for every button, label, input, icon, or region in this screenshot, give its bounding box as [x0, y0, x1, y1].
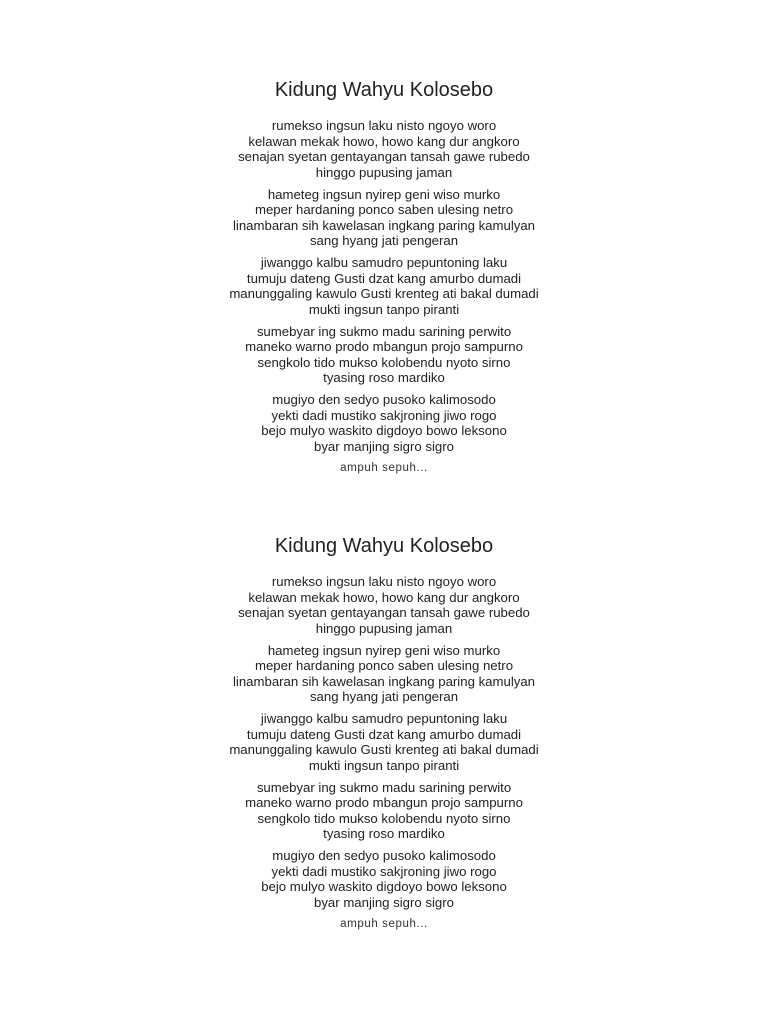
poem-line: linambaran sih kawelasan ingkang paring kamulyan [232, 673, 536, 689]
poem-line: mugiyo den sedyo pusoko kalimosodo [272, 848, 496, 863]
poem-line: tumuju dateng Gusti dzat kang amurbo dumadi [246, 270, 522, 286]
poem-line: meper hardaning ponco saben ulesing netro [254, 202, 514, 217]
poem-line: jiwanggo kalbu samudro pepuntoning laku [260, 711, 508, 726]
poem-line: sengkolo tido mukso kolobendu nyoto sirno [257, 810, 511, 826]
poem-line: maneko warno prodo mbangun projo sampurno [245, 795, 523, 810]
poem-line: sumebyar ing sukmo madu sarining perwito [256, 779, 512, 795]
stanza [0, 574, 768, 636]
poem-line: tyasing roso mardiko [323, 370, 445, 385]
poem-copy-2 [0, 534, 768, 932]
poem-line: yekti dadi mustiko sakjroning jiwo rogo [271, 863, 497, 879]
poem-line: tyasing roso mardiko [323, 826, 445, 841]
poem-line: hameteg ingsun nyirep geni wiso murko [267, 186, 501, 202]
stanza [0, 711, 768, 773]
poem-line: manunggaling kawulo Gusti krenteg ati bakal dumadi [229, 286, 539, 301]
poem-title: Kidung Wahyu Kolosebo [274, 79, 494, 101]
poem-line: mukti ingsun tanpo piranti [308, 757, 460, 773]
poem-line: bejo mulyo waskito digdoyo bowo leksono [261, 879, 507, 894]
poem-line: bejo mulyo waskito digdoyo bowo leksono [261, 423, 507, 438]
poem-line: manunggaling kawulo Gusti krenteg ati bakal dumadi [229, 742, 539, 757]
poem-line: rumekso ingsun laku nisto ngoyo woro [271, 574, 497, 589]
poem-line: sumebyar ing sukmo madu sarining perwito [256, 323, 512, 339]
poem-line: byar manjing sigro sigro [314, 438, 454, 454]
poem-line: mukti ingsun tanpo piranti [308, 301, 460, 317]
stanzas [0, 574, 768, 910]
poem-line: jiwanggo kalbu samudro pepuntoning laku [260, 255, 508, 270]
stanza [0, 187, 768, 249]
poem-line: rumekso ingsun laku nisto ngoyo woro [271, 118, 497, 133]
poem-line: hameteg ingsun nyirep geni wiso murko [267, 642, 501, 658]
poem-line: senajan syetan gentayangan tansah gawe rubedo [238, 605, 530, 620]
stanza [0, 643, 768, 705]
poem-title: Kidung Wahyu Kolosebo [274, 535, 494, 557]
stanza [0, 324, 768, 386]
stanza [0, 255, 768, 317]
stanza [0, 118, 768, 180]
poem-line: mugiyo den sedyo pusoko kalimosodo [272, 392, 496, 407]
poem-line: maneko warno prodo mbangun projo sampurno [245, 339, 523, 354]
poem-line: senajan syetan gentayangan tansah gawe rubedo [238, 149, 530, 164]
stanza [0, 392, 768, 454]
poem-line: linambaran sih kawelasan ingkang paring kamulyan [232, 217, 536, 233]
poem-line: yekti dadi mustiko sakjroning jiwo rogo [271, 407, 497, 423]
poem-closing: ampuh sepuh... [340, 917, 428, 930]
stanza [0, 848, 768, 910]
poem-line: byar manjing sigro sigro [314, 894, 454, 910]
poem-copy-1 [0, 78, 768, 476]
poem-line: sang hyang jati pengeran [309, 233, 459, 248]
poem-line: sengkolo tido mukso kolobendu nyoto sirno [257, 354, 511, 370]
poem-closing: ampuh sepuh... [340, 461, 428, 474]
poem-line: hinggo pupusing jaman [315, 620, 453, 636]
poem-line: kelawan mekak howo, howo kang dur angkoro [248, 589, 520, 605]
poem-line: kelawan mekak howo, howo kang dur angkoro [248, 133, 520, 149]
poem-line: sang hyang jati pengeran [309, 689, 459, 704]
poem-line: tumuju dateng Gusti dzat kang amurbo dumadi [246, 726, 522, 742]
poem-line: meper hardaning ponco saben ulesing netro [254, 658, 514, 673]
poem-line: hinggo pupusing jaman [315, 164, 453, 180]
stanzas [0, 118, 768, 454]
stanza [0, 780, 768, 842]
